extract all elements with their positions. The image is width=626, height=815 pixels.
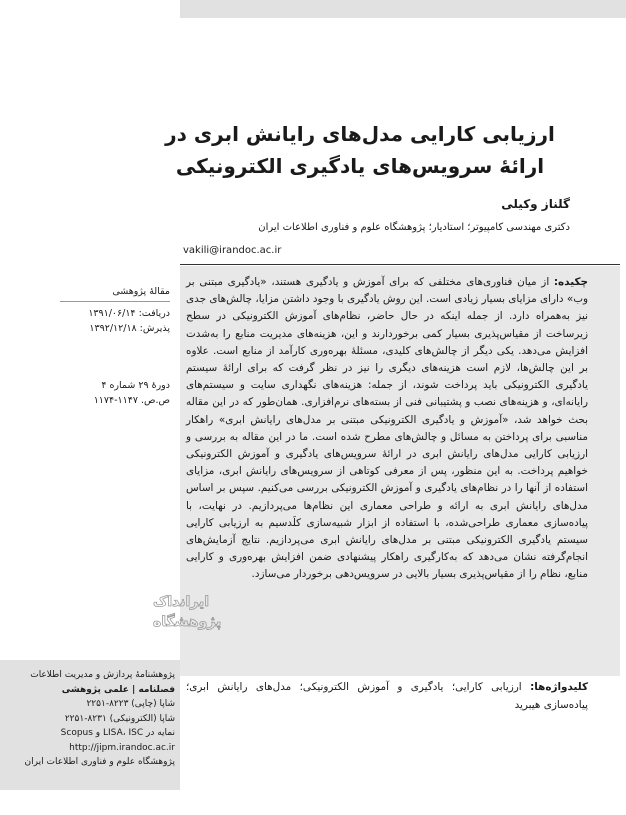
journal-name: پژوهشنامۀ پردازش و مدیریت اطلاعات <box>30 670 175 680</box>
abstract <box>186 274 588 584</box>
accepted-date: پذیرش: ۱۳۹۲/۱۲/۱۸ <box>89 323 170 334</box>
logo-line-2: پژوهشگاه <box>153 614 222 630</box>
journal-url[interactable]: http://jipm.irandoc.ac.ir <box>69 742 175 753</box>
irandoc-logo <box>55 588 222 638</box>
keywords-label: کلیدواژه‌ها: <box>530 681 588 693</box>
author-email[interactable]: vakili@irandoc.ac.ir <box>183 245 282 256</box>
volume-issue: دورۀ ۲۹ شماره ۴ <box>101 380 170 391</box>
keywords-text: ارزیابی کارایی؛ یادگیری و آموزش الکترونیکی؛ مدل‌های رایانش ابری؛ پیاده‌سازی هیبرید <box>186 681 588 711</box>
author-affiliation: دکتری مهندسی کامپیوتر؛ استادیار؛ پژوهشگاه علوم و فناوری اطلاعات ایران <box>258 222 570 233</box>
title-line-1: ارزیابی کارایی مدل‌های رایانش ابری در <box>165 122 555 146</box>
header-bar <box>180 0 626 18</box>
abstract-text: از میان فناوری‌های مختلفی که برای آموزش و یادگیری هستند، «یادگیری مبتنی بر وب» دارای مزایای بسیار زیادی است. این روش یادگیری با وجود داشتن مزایا، چالش‌های جدی نیز به‌همراه دارد. از جمله اینکه در حال حاضر، نظام‌های آموزش الکترونیکی در سطح زیرساخت از مقیاس‌پذیری بسیار کمی برخوردارند و این، هزینه‌های مدیریت منابع را به‌شدت افزایش می‌دهد. یکی دیگر از چالش‌های کلیدی، مسئلۀ بهره‌وری کارآمد از منابع است. علاوه بر این چالش‌ها، لازم است هزینه‌های دیگری را نیز در نظر گرفت که برای ارائۀ سیستم یادگیری الکترونیکی باید پرداخت شوند، از جمله: هزینه‌های نگهداری سایت و سیستم‌های رایانه‌ای، و هزینه‌های نصب و پشتیبانی فنی از بسته‌های نرم‌افزاری. همان‌طور که در این مقاله بحث خواهد شد، «آموزش و یادگیری الکترونیکی مبتنی بر مدل‌های رایانش ابری» راهکار مناسبی برای پرداختن به مسائل و چالش‌های مطرح شده است. ما در این مقاله به بررسی و ارزیابی کارایی مدل‌های رایانش ابری در ارائۀ سرویس‌های یادگیری و آموزش الکترونیکی خواهیم پرداخت. به این منظور، پس از معرفی کوتاهی از سرویس‌های رایانش ابری، مزایای استفاده از آنها را در نظام‌های یادگیری و آموزش الکترونیکی بررسی می‌کنیم. سپس بر اساس مدل‌های رایانش ابری به ارائه و طراحی معماری این نظام‌ها می‌پردازیم. در نهایت، با پیاده‌سازی معماری طراحی‌شده، با استفاده از ابزار شبیه‌سازی کلَدسیم به ارزیابی کارایی سیستم یادگیری الکترونیکی مبتنی بر مدل‌های رایانش ابری می‌پردازیم. نتایج آزمایش‌های انجام‌گرفته نشان می‌دهد که به‌کارگیری راهکار پیشنهادی ضمن افزایش بهره‌وری و کارایی منابع، نظام را از مقیاس‌پذیری بسیار بالایی در سرویس‌دهی برخوردار می‌سازد. <box>186 276 588 581</box>
indexing: نمایه در LISA، ISC و Scopus <box>60 728 175 738</box>
keywords <box>186 678 588 714</box>
article-type: مقالۀ پژوهشی <box>112 286 170 297</box>
issn-online: شاپا (الکترونیکی) ۸۲۳۱-۲۲۵۱ <box>64 713 175 724</box>
journal-info <box>10 668 175 770</box>
title-line-2: ارائۀ سرویس‌های یادگیری الکترونیکی <box>175 154 545 178</box>
logo-line-1: ایرانداک <box>153 594 210 610</box>
publisher: پژوهشگاه علوم و فناوری اطلاعات ایران <box>24 757 175 767</box>
received-date: دریافت: ۱۳۹۱/۰۶/۱۴ <box>88 308 170 319</box>
issn-print: شاپا (چاپی) ۸۲۲۳-۲۲۵۱ <box>86 699 175 709</box>
page-range: ص.ص. ۱۱۴۷-۱۱۷۴ <box>93 395 170 406</box>
article-title <box>150 118 570 182</box>
separator-line <box>180 264 620 265</box>
side-rule <box>60 301 170 302</box>
journal-frequency: فصلنامه | علمی پژوهشی <box>61 684 175 695</box>
author-name: گلناز وکیلی <box>501 197 570 211</box>
abstract-label: چکیده: <box>553 276 588 288</box>
